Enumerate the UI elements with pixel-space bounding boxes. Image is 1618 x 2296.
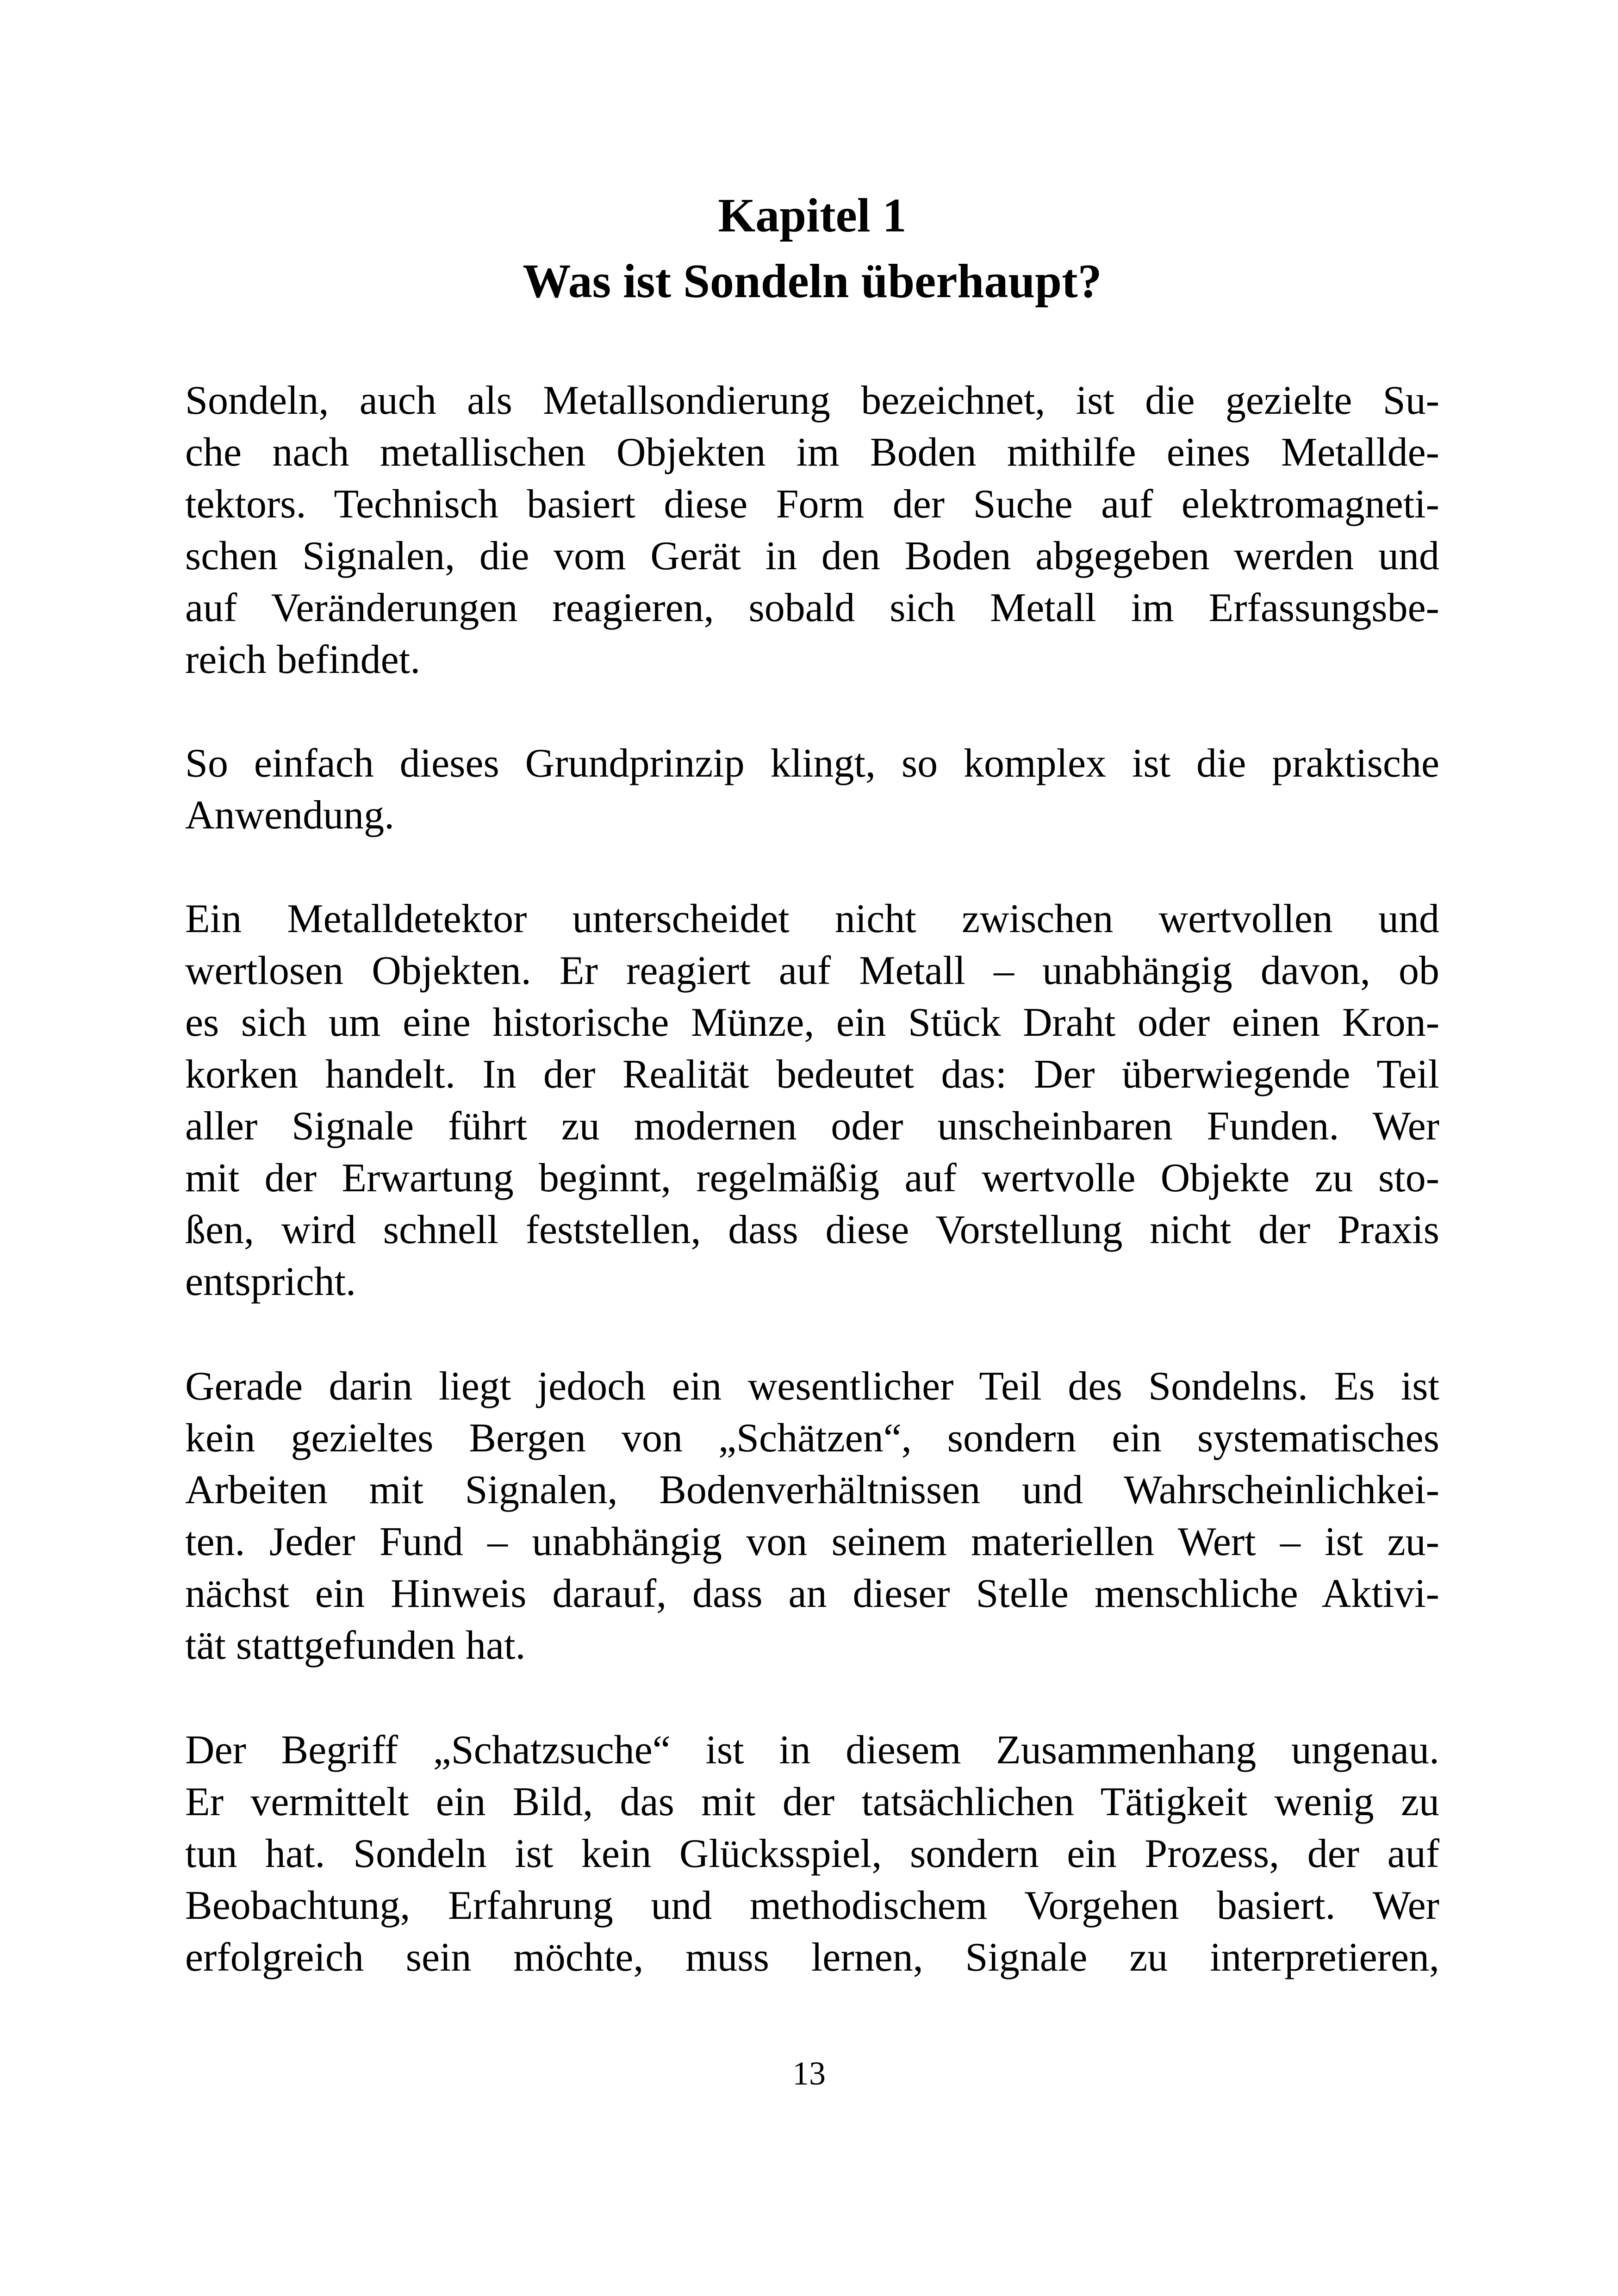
paragraph-2-line: Anwendung. [185, 793, 395, 838]
paragraph-1-line: Sondeln, auch als Metallsondierung bezeichnet, ist die gezielte Su- [185, 378, 1439, 423]
paragraph-5-line: erfolgreich sein möchte, muss lernen, Signale zu interpretieren, [185, 1935, 1439, 1980]
paragraph-4-line: Arbeiten mit Signalen, Bodenverhältnissen und Wahrscheinlichkei- [185, 1468, 1439, 1512]
paragraph-1-line: reich befindet. [185, 637, 421, 682]
paragraph-5-line: Beobachtung, Erfahrung und methodischem Vorgehen basiert. Wer [185, 1883, 1439, 1928]
paragraph-4-line: kein gezieltes Bergen von „Schätzen“, sondern ein systematisches [185, 1416, 1439, 1461]
paragraph-3-line: entspricht. [185, 1259, 356, 1304]
paragraph-4-line: tät stattgefunden hat. [185, 1623, 526, 1668]
chapter-title: Was ist Sondeln überhaupt? [523, 255, 1102, 308]
paragraph-1-line: tektors. Technisch basiert diese Form der Suche auf elektromagneti- [185, 482, 1439, 527]
paragraph-3-line: aller Signale führt zu modernen oder unscheinbaren Funden. Wer [185, 1104, 1439, 1149]
paragraph-4-line: ten. Jeder Fund – unabhängig von seinem materiellen Wert – ist zu- [185, 1519, 1439, 1564]
paragraph-3-line: korken handelt. In der Realität bedeutet das: Der überwiegende Teil [185, 1052, 1439, 1097]
paragraph-3-line: es sich um eine historische Münze, ein Stück Draht oder einen Kron- [185, 1000, 1439, 1045]
chapter-label: Kapitel 1 [718, 189, 907, 242]
paragraph-3-line: ßen, wird schnell feststellen, dass diese Vorstellung nicht der Praxis [185, 1207, 1439, 1252]
paragraph-4-line: nächst ein Hinweis darauf, dass an dieser Stelle menschliche Aktivi- [185, 1571, 1439, 1616]
paragraph-4-line: Gerade darin liegt jedoch ein wesentlicher Teil des Sondelns. Es ist [185, 1364, 1439, 1409]
page-number: 13 [792, 2055, 826, 2092]
paragraph-1-line: schen Signalen, die vom Gerät in den Boden abgegeben werden und [185, 534, 1439, 579]
paragraph-5-line: tun hat. Sondeln ist kein Glücksspiel, sondern ein Prozess, der auf [185, 1831, 1439, 1876]
paragraph-3-line: wertlosen Objekten. Er reagiert auf Metall – unabhängig davon, ob [185, 948, 1439, 993]
paragraph-3-line: Ein Metalldetektor unterscheidet nicht zwischen wertvollen und [185, 896, 1439, 941]
paragraph-5-line: Der Begriff „Schatzsuche“ ist in diesem Zusammenhang ungenau. [185, 1728, 1439, 1773]
paragraph-1-line: auf Veränderungen reagieren, sobald sich Metall im Erfassungsbe- [185, 585, 1439, 630]
paragraph-3-line: mit der Erwartung beginnt, regelmäßig auf wertvolle Objekte zu sto- [185, 1156, 1439, 1201]
paragraph-5-line: Er vermittelt ein Bild, das mit der tatsächlichen Tätigkeit wenig zu [185, 1780, 1439, 1824]
paragraph-1-line: che nach metallischen Objekten im Boden mithilfe eines Metallde- [185, 430, 1439, 475]
chapter-heading [185, 183, 1439, 314]
paragraph-2-line: So einfach dieses Grundprinzip klingt, so komplex ist die praktische [185, 741, 1439, 786]
